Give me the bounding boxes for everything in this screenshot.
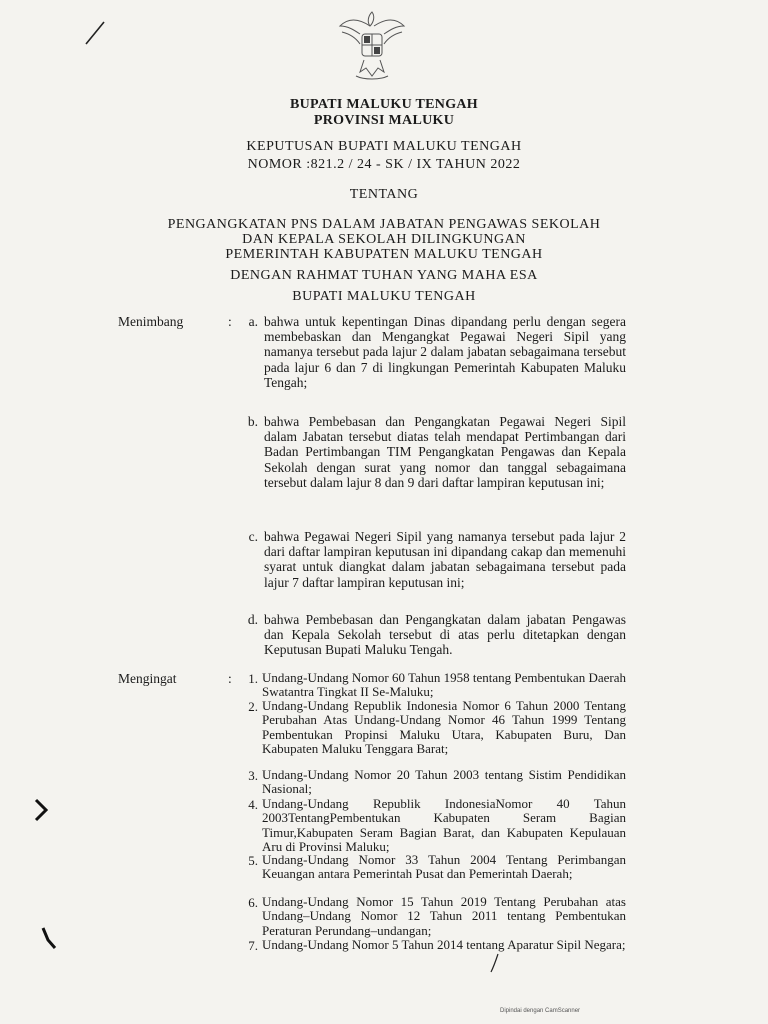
mengingat-marker-6: 6.: [248, 895, 258, 910]
mengingat-marker-4: 4.: [248, 797, 258, 812]
mengingat-colon: :: [228, 671, 232, 686]
mengingat-marker-3: 3.: [248, 768, 258, 783]
mengingat-item-6: Undang-Undang Nomor 15 Tahun 2019 Tentang Perubahan atas Undang–Undang Nomor 12 Tahun 2011 tentang Pembentukan Peraturan Perundang–undangan;: [262, 894, 626, 938]
mengingat-item-3: Undang-Undang Nomor 20 Tahun 2003 tentang Sistim Pendidikan Nasional;: [262, 767, 626, 797]
subject-line-1: PENGANGKATAN PNS DALAM JABATAN PENGAWAS SEKOLAH: [167, 217, 601, 232]
mengingat-item-5: Undang-Undang Nomor 33 Tahun 2004 Tentang Perimbangan Keuangan antara Pemerintah Pusat dan Pemerintah Daerah;: [262, 852, 626, 882]
menimbang-marker-b: b.: [247, 414, 258, 429]
mengingat-item-4: Undang-Undang Republik IndonesiaNomor 40 Tahun 2003TentangPembentukan Kabupaten Seram Bagian Timur,Kabupaten Seram Bagian Barat, dan Kabupaten Kepulauan Aru di Provinsi Maluku;: [262, 796, 626, 854]
authority-line: BUPATI MALUKU TENGAH: [292, 289, 476, 304]
menimbang-marker-c: c.: [248, 529, 258, 544]
mengingat-marker-7: 7.: [248, 938, 258, 953]
menimbang-item-b: bahwa Pembebasan dan Pengangkatan Pegawai Negeri Sipil dalam Jabatan tersebut diatas telah mendapat Pertimbangan dari Badan Pertimbangan TIM Pengangkatan Pengawas dan Kepala Sekolah dengan surat yang nomor dan tanggal sebagaimana tersebut dalam lajur 8 dan 9 dari daftar lampiran keputusan ini;: [264, 414, 626, 490]
scan-mark: [34, 798, 48, 822]
mengingat-marker-2: 2.: [248, 699, 258, 714]
decision-title: KEPUTUSAN BUPATI MALUKU TENGAH: [246, 139, 522, 154]
mengingat-item-2: Undang-Undang Republik Indonesia Nomor 6 Tahun 2000 Tentang Perubahan Atas Undang-Undang Nomor 46 Tahun 1999 Tentang Pembentukan Propinsi Maluku Utara, Kabupaten Buru, Dan Kabupaten Maluku Tenggara Barat;: [262, 698, 626, 756]
scan-mark: [40, 926, 58, 952]
menimbang-item-c: bahwa Pegawai Negeri Sipil yang namanya tersebut pada lajur 2 dari daftar lampiran keputusan ini dipandang cakap dan memenuhi syarat untuk diangkat dalam jabatan sebagaimana tersebut pada lajur 7 daftar lampiran keputusan ini;: [264, 529, 626, 590]
menimbang-item-d: bahwa Pembebasan dan Pengangkatan dalam jabatan Pengawas dan Kepala Sekolah tersebut di atas perlu ditetapkan dengan Keputusan Bupati Maluku Tengah.: [264, 612, 626, 658]
mengingat-label: Mengingat: [118, 671, 177, 686]
menimbang-item-a: bahwa untuk kepentingan Dinas dipandang perlu dengan segera membebaskan dan Mengangkat Pegawai Negeri Sipil yang namanya tersebut pada lajur 2 dalam jabatan sebagaimana tersebut pada lajur 6 dan 7 di lingkungan Pemerintah Kabupaten Maluku Tengah;: [264, 314, 626, 390]
mengingat-item-7: Undang-Undang Nomor 5 Tahun 2014 tentang Aparatur Sipil Negara;: [262, 937, 626, 952]
grace-line: DENGAN RAHMAT TUHAN YANG MAHA ESA: [230, 268, 538, 283]
scan-mark: [488, 952, 502, 974]
menimbang-colon: :: [228, 314, 232, 329]
menimbang-label: Menimbang: [118, 314, 184, 329]
scan-mark: [80, 18, 110, 48]
subject-line-3: PEMERINTAH KABUPATEN MALUKU TENGAH: [225, 247, 543, 262]
menimbang-marker-a: a.: [248, 314, 258, 329]
garuda-emblem-icon: [330, 4, 414, 88]
mengingat-item-1: Undang-Undang Nomor 60 Tahun 1958 tentang Pembentukan Daerah Swatantra Tingkat II Se-Maluku;: [262, 670, 626, 700]
scanner-watermark: Dipindai dengan CamScanner: [500, 1008, 581, 1014]
header-line-1: BUPATI MALUKU TENGAH: [289, 97, 478, 112]
about-label: TENTANG: [349, 187, 419, 202]
mengingat-marker-1: 1.: [248, 671, 258, 686]
decision-number: NOMOR :821.2 / 24 - SK / IX TAHUN 2022: [247, 157, 521, 172]
mengingat-marker-5: 5.: [248, 853, 258, 868]
subject-line-2: DAN KEPALA SEKOLAH DILINGKUNGAN: [242, 232, 526, 247]
header-line-2: PROVINSI MALUKU: [313, 113, 455, 128]
menimbang-marker-d: d.: [247, 612, 258, 627]
